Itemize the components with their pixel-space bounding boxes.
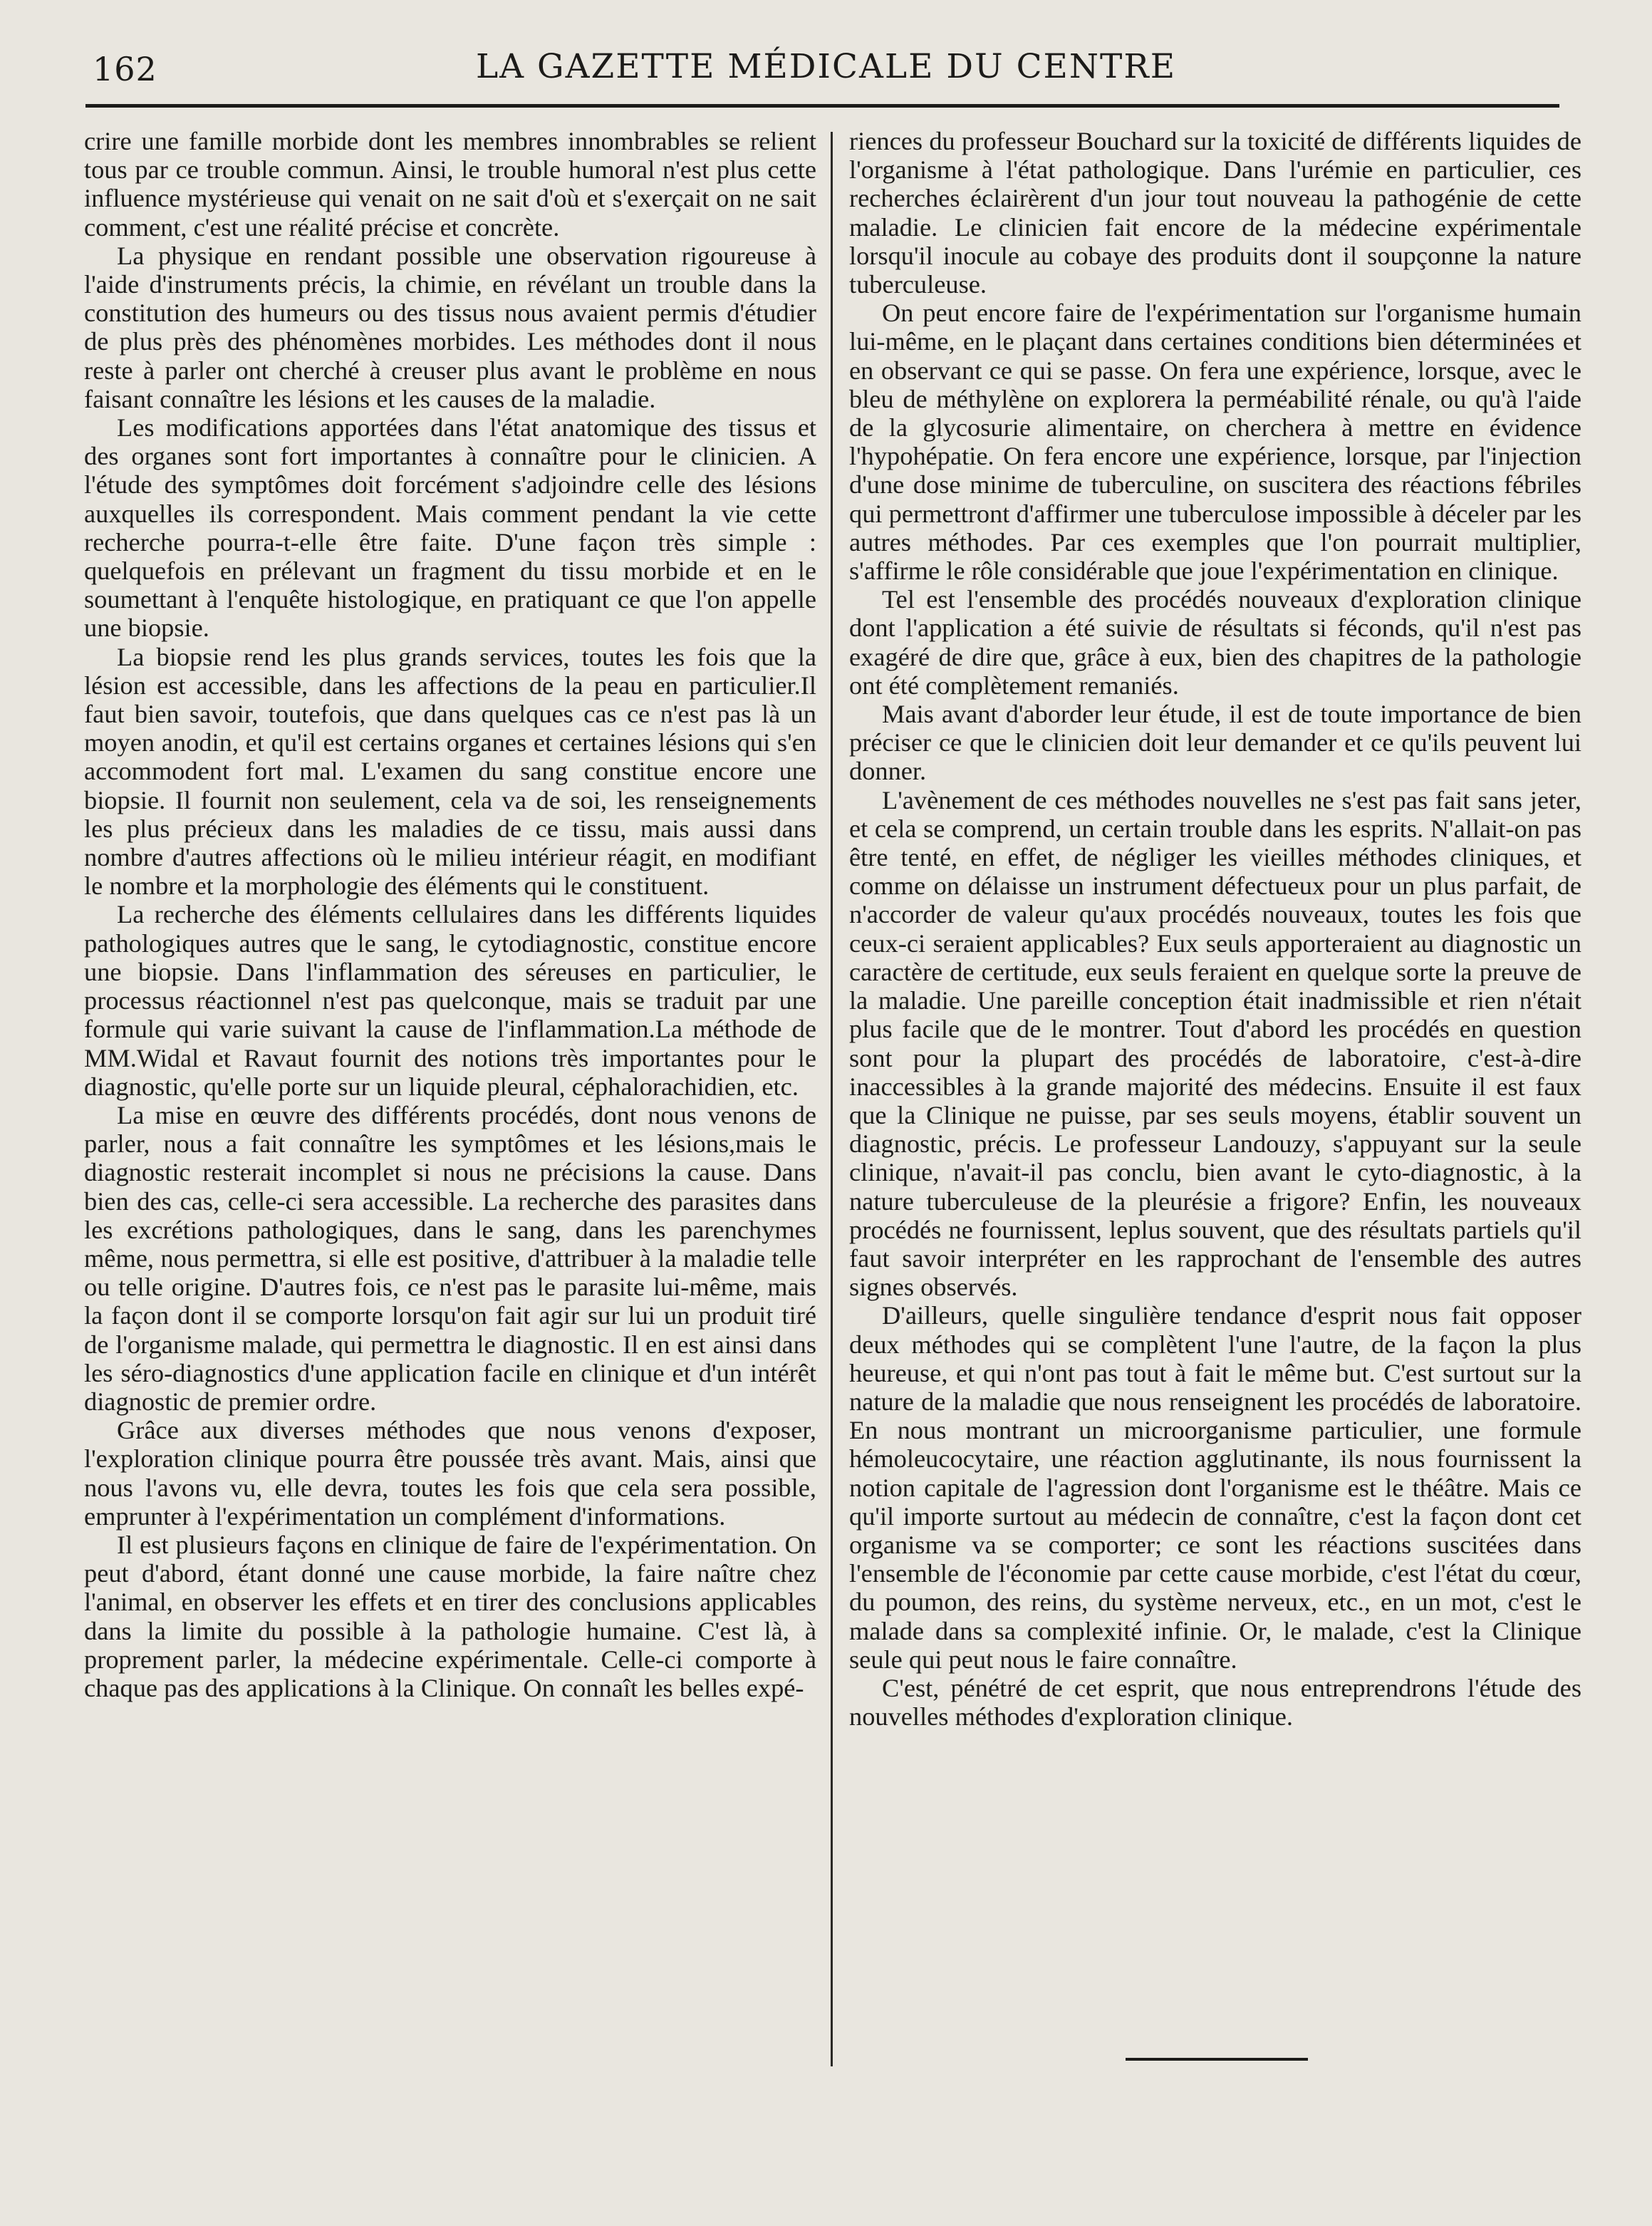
paragraph: Grâce aux diverses méthodes que nous venons d'exposer, l'exploration clinique pourra être poussée très avant. Mais, ainsi que nous l'avons vu, elle devra, toutes les fois que cela sera possible, emprunter à l'expérimentation un complément d'informations.	[84, 1416, 816, 1531]
running-title: LA GAZETTE MÉDICALE DU CENTRE	[475, 47, 1177, 86]
paragraph: La physique en rendant possible une observation rigoureuse à l'aide d'instruments précis, la chimie, en révélant un trouble dans la constitution des humeurs ou des tissus nous avaient permis d'étudier de plus près des phénomènes morbides. Les méthodes dont il nous reste à parler ont cherché à creuser plus avant le problème en nous faisant connaître les lésions et les causes de la maladie.	[84, 241, 816, 413]
paragraph: La recherche des éléments cellulaires dans les différents liquides pathologiques autres que le sang, le cytodiagnostic, constitue encore une biopsie. Dans l'inflammation des séreuses en particulier, le processus réactionnel n'est pas quelconque, mais se traduit par une formule qui varie suivant la cause de l'inflammation.La méthode de MM.Widal et Ravaut fournit des notions très importantes pour le diagnostic, qu'elle porte sur un liquide pleural, céphalorachidien, etc.	[84, 900, 816, 1101]
column-divider	[831, 132, 833, 2066]
paragraph: D'ailleurs, quelle singulière tendance d'esprit nous fait opposer deux méthodes qui se complètent l'une l'autre, de la façon la plus heureuse, et qui n'ont pas tout à fait le même but. C'est surtout sur la nature de la maladie que nous renseignent les procédés de laboratoire. En nous montrant un microorganisme particulier, une formule hémoleucocytaire, une réaction agglutinante, ils nous fournissent la notion capitale de l'agression dont l'organisme est le théâtre. Mais ce qu'il importe surtout au médecin de connaître, c'est la façon dont cet organisme va se comporter; ce sont les réactions suscitées dans l'ensemble de l'économie par cette cause morbide, c'est l'état du cœur, du poumon, des reins, du système nerveux, etc., en un mot, c'est le malade dans sa complexité infinie. Or, le malade, c'est la Clinique seule qui peut nous le faire connaître.	[849, 1301, 1581, 1674]
paragraph: Les modifications apportées dans l'état anatomique des tissus et des organes sont fort importantes à connaître pour le clinicien. A l'étude des symptômes doit forcément s'adjoindre celle des lésions auxquelles ils correspondent. Mais comment pendant la vie cette recherche pourra-t-elle être faite. D'une façon très simple : quelquefois en prélevant un fragment du tissu morbide et en le soumettant à l'enquête histologique, en pratiquant ce que l'on appelle une biopsie.	[84, 413, 816, 643]
right-column	[849, 127, 1581, 1731]
left-column	[84, 127, 816, 1702]
end-of-article-rule	[1126, 2058, 1308, 2061]
paragraph: crire une famille morbide dont les membres innombrables se relient tous par ce trouble commun. Ainsi, le trouble humoral n'est plus cette influence mystérieuse qui venait on ne sait d'où et s'exerçait on ne sait comment, c'est une réalité précise et concrète.	[84, 127, 816, 242]
paragraph: C'est, pénétré de cet esprit, que nous entreprendrons l'étude des nouvelles méthodes d'exploration clinique.	[849, 1673, 1581, 1731]
page-number: 162	[93, 50, 157, 88]
paragraph: L'avènement de ces méthodes nouvelles ne s'est pas fait sans jeter, et cela se comprend, un certain trouble dans les esprits. N'allait-on pas être tenté, en effet, de négliger les vieilles méthodes cliniques, et comme on délaisse un instrument défectueux pour un plus parfait, de n'accorder de valeur qu'aux procédés nouveaux, toutes les fois que ceux-ci seraient applicables? Eux seuls apporteraient au diagnostic un caractère de certitude, eux seuls feraient en quelque sorte la preuve de la maladie. Une pareille conception était inadmissible et rien n'était plus facile que de le montrer. Tout d'abord les procédés en question sont pour la plupart des procédés de laboratoire, c'est-à-dire inaccessibles à la grande majorité des médecins. Ensuite il est faux que la Clinique ne puisse, par ses seuls moyens, établir souvent un diagnostic, précis. Le professeur Landouzy, s'appuyant sur la seule clinique, n'avait-il pas conclu, bien avant le cyto-diagnostic, à la nature tuberculeuse de la pleurésie a frigore? Enfin, les nouveaux procédés ne fournissent, leplus souvent, que des résultats partiels qu'il faut savoir interpréter en les rapprochant de l'ensemble des autres signes observés.	[849, 785, 1581, 1302]
paragraph: La mise en œuvre des différents procédés, dont nous venons de parler, nous a fait connaître les symptômes et les lésions,mais le diagnostic resterait incomplet si nous ne précisions la cause. Dans bien des cas, celle-ci sera accessible. La recherche des parasites dans les excrétions pathologiques, dans le sang, dans les parenchymes même, nous permettra, si elle est positive, d'attribuer à la maladie telle ou telle origine. D'autres fois, ce n'est pas le parasite lui-même, mais la façon dont il se comporte lorsqu'on fait agir sur lui un produit tiré de l'organisme malade, qui permettra le diagnostic. Il en est ainsi dans les séro-diagnostics d'une application facile en clinique et d'un intérêt diagnostic de premier ordre.	[84, 1100, 816, 1416]
paragraph: On peut encore faire de l'expérimentation sur l'organisme humain lui-même, en le plaçant dans certaines conditions bien déterminées et en observant ce qui se passe. On fera une expérience, lorsque, avec le bleu de méthylène on explorera la perméabilité rénale, ou qu'à l'aide de la glycosurie alimentaire, on cherchera à mettre en évidence l'hypohépatie. On fera encore une expérience, lorsque, par l'injection d'une dose minime de tuberculine, on suscitera des réactions fébriles qui permettront d'affirmer une tuberculose impossible à déceler par les autres méthodes. Par ces exemples que l'on pourrait multiplier, s'affirme le rôle considérable que joue l'expérimentation en clinique.	[849, 299, 1581, 586]
header-rule	[85, 104, 1559, 108]
paragraph: Tel est l'ensemble des procédés nouveaux d'exploration clinique dont l'application a été suivie de résultats si féconds, qu'il n'est pas exagéré de dire que, grâce à eux, bien des chapitres de la pathologie ont été complètement remaniés.	[849, 585, 1581, 700]
paragraph: Mais avant d'aborder leur étude, il est de toute importance de bien préciser ce que le clinicien doit leur demander et ce qu'ils peuvent lui donner.	[849, 700, 1581, 786]
paragraph: riences du professeur Bouchard sur la toxicité de différents liquides de l'organisme à l'état pathologique. Dans l'urémie en particulier, ces recherches éclairèrent d'un jour tout nouveau la pathogénie de cette maladie. Le clinicien fait encore de la médecine expérimentale lorsqu'il inocule au cobaye des produits dont il soupçonne la nature tuberculeuse.	[849, 127, 1581, 299]
paragraph: Il est plusieurs façons en clinique de faire de l'expérimentation. On peut d'abord, étant donné une cause morbide, la faire naître chez l'animal, en observer les effets et en tirer des conclusions applicables dans la limite du possible à la pathologie humaine. C'est là, à proprement parler, la médecine expérimentale. Celle-ci comporte à chaque pas des applications à la Clinique. On connaît les belles expé-	[84, 1530, 816, 1702]
paragraph: La biopsie rend les plus grands services, toutes les fois que la lésion est accessible, dans les affections de la peau en particulier.Il faut bien savoir, toutefois, que dans quelques cas ce n'est pas là un moyen anodin, et qu'il est certains organes et certaines lésions qui s'en accommodent fort mal. L'examen du sang constitue encore une biopsie. Il fournit non seulement, cela va de soi, les renseignements les plus précieux dans les maladies de ce tissu, mais aussi dans nombre d'autres affections où le milieu intérieur réagit, en modifiant le nombre et la morphologie des éléments qui le constituent.	[84, 642, 816, 901]
